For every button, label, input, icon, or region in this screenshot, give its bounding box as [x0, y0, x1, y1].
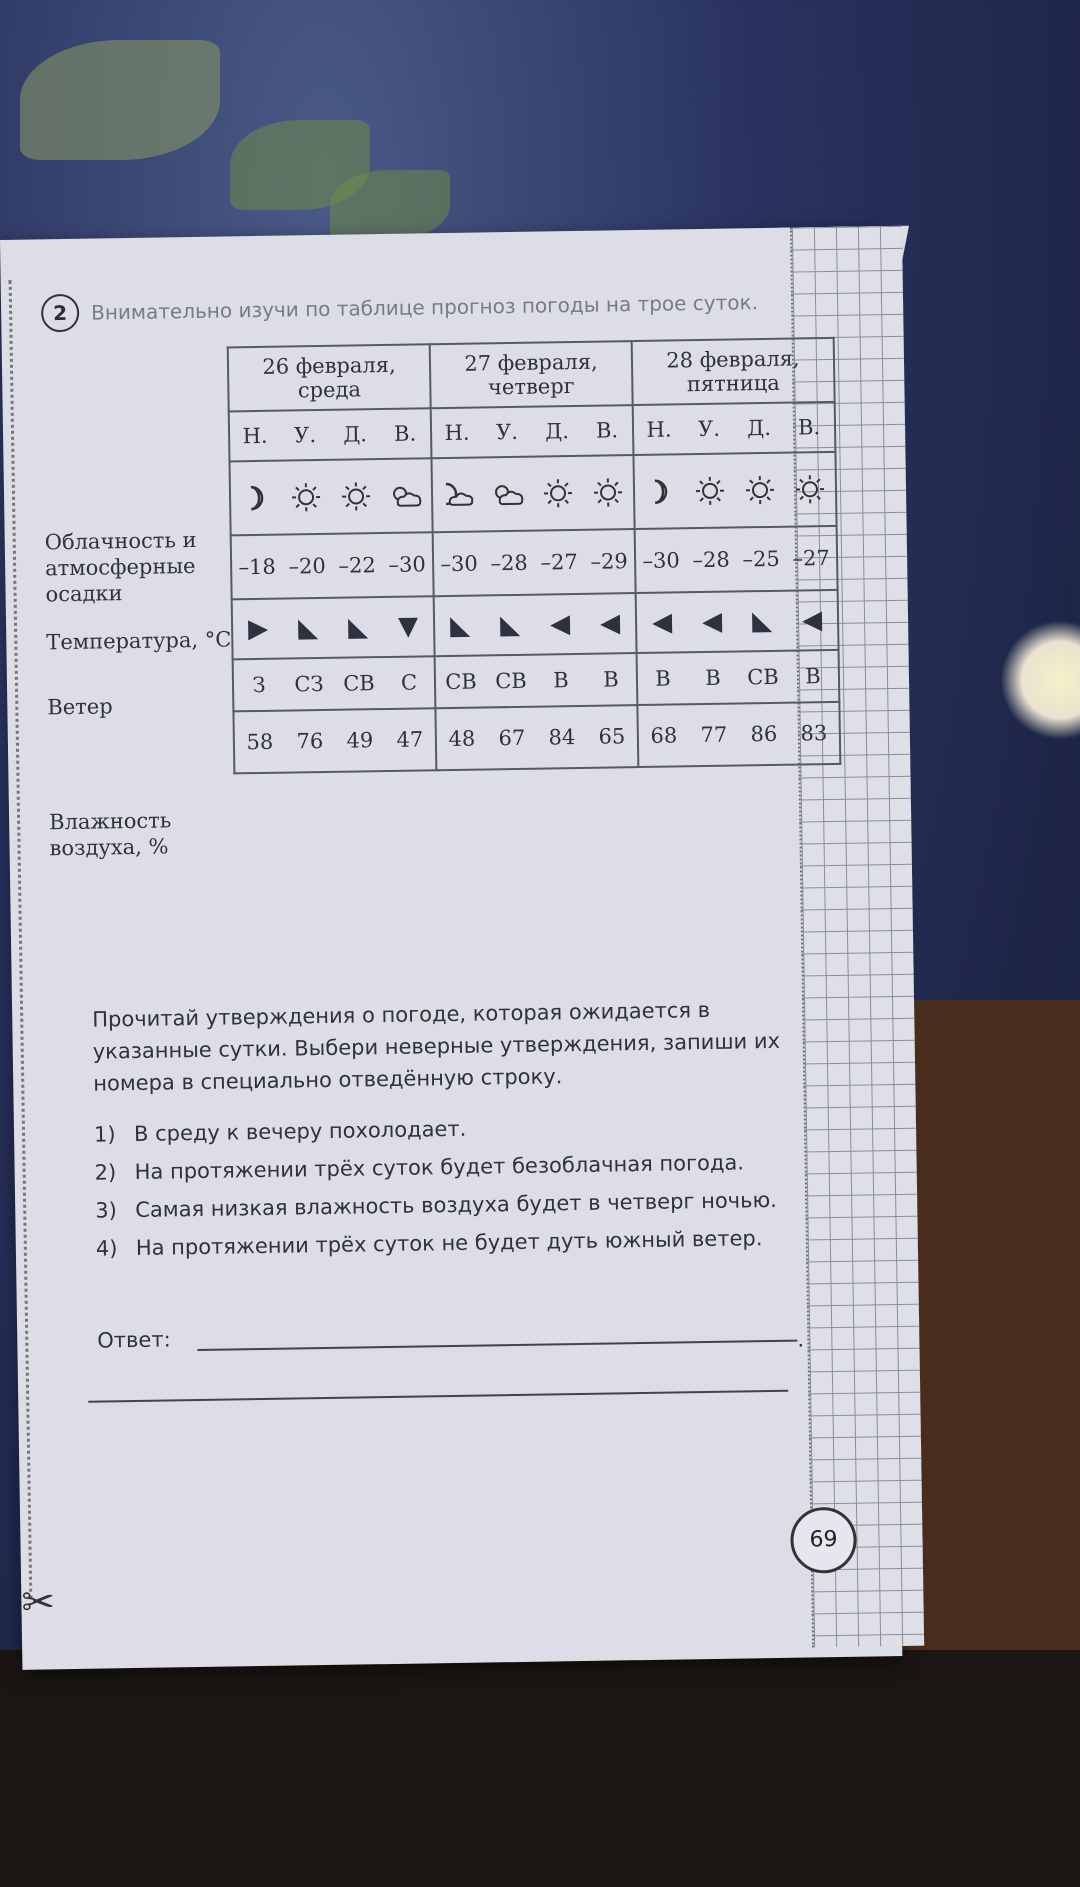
label-temperature: Температура, °С	[46, 627, 232, 655]
humidity-value: 84	[548, 725, 576, 750]
sun-icon	[735, 475, 785, 506]
humidity-value: 77	[700, 722, 728, 748]
wind-direction: СЗ	[294, 671, 324, 697]
cloud-moon-icon	[433, 479, 483, 510]
wind-direction: С	[400, 670, 418, 695]
sun-icon	[331, 481, 381, 512]
temp-value: –27	[792, 546, 830, 571]
humidity-value: 76	[296, 728, 324, 754]
period: Д.	[343, 422, 368, 447]
label-humidity: Влажность воздуха, %	[48, 808, 172, 861]
statement-text: В среду к вечеру похолодает.	[133, 1116, 467, 1147]
task-header	[41, 282, 801, 326]
wind-arrow-row	[232, 590, 839, 660]
workbook-page	[0, 226, 902, 1670]
day-header: 26 февраля, среда	[228, 344, 431, 411]
period: Н.	[444, 420, 470, 446]
wind-direction: СВ	[343, 671, 375, 696]
period: Д.	[545, 419, 570, 444]
statement-number: 1)	[93, 1122, 116, 1147]
wind-arrow-icon: ◀	[701, 606, 723, 638]
wind-direction: В	[805, 664, 821, 689]
temp-value: –22	[338, 553, 376, 578]
temperature-row	[231, 526, 838, 600]
period: В.	[393, 421, 417, 446]
label-clouds: Облачность и атмосферные осадки	[44, 527, 197, 607]
statement-text: На протяжении трёх суток будет безоблачная погода.	[134, 1150, 745, 1184]
cloud-cells	[433, 477, 633, 510]
temp-value: –28	[490, 550, 528, 576]
wind-arrow-icon: ◀	[599, 608, 621, 639]
period: У.	[293, 423, 317, 448]
wind-arrow-icon: ◀	[801, 605, 823, 636]
wind-arrow-icon: ▼	[397, 611, 419, 642]
temp-value: –20	[288, 553, 326, 579]
wind-direction: В	[705, 665, 721, 690]
answer-line-2[interactable]	[88, 1390, 788, 1403]
background-flower	[1000, 620, 1080, 740]
moon-icon	[635, 476, 685, 507]
sun-icon	[533, 478, 583, 509]
day-header: 27 февраля, четверг	[430, 341, 633, 408]
period: В.	[797, 415, 821, 440]
humidity-value: 83	[800, 721, 828, 746]
statement-number: 4)	[95, 1236, 118, 1261]
list-item	[94, 1107, 804, 1150]
statement-number: 3)	[95, 1198, 118, 1223]
period: Д.	[746, 415, 772, 441]
clouds-row	[230, 452, 837, 536]
wind-direction: В	[553, 668, 569, 693]
temp-value: –28	[692, 547, 730, 573]
answer-label: Ответ:	[97, 1327, 171, 1353]
wind-arrow-icon: ◀	[549, 609, 571, 640]
humidity-value: 67	[498, 725, 526, 751]
temp-value: –25	[742, 546, 780, 572]
statement-number: 2)	[94, 1160, 117, 1185]
label-wind: Ветер	[47, 694, 113, 720]
background-wood	[900, 1000, 1080, 1700]
wind-arrow-icon: ◣	[751, 605, 773, 637]
wind-arrow-icon: ◣	[297, 613, 319, 644]
sun-icon	[583, 477, 633, 508]
perforation-line	[9, 280, 35, 1600]
list-item	[94, 1145, 804, 1188]
temp-value: –18	[238, 554, 276, 580]
weather-table	[227, 337, 842, 774]
cloud-sun-icon	[483, 479, 533, 510]
humidity-value: 68	[650, 723, 678, 748]
background-leaf	[20, 40, 220, 160]
temp-value: –30	[642, 548, 680, 573]
table-header-row	[228, 338, 835, 412]
statement-text: Самая низкая влажность воздуха будет в четверг ночью.	[135, 1187, 778, 1222]
wind-direction: СВ	[747, 664, 779, 690]
task-number: 2	[41, 294, 80, 333]
humidity-value: 49	[346, 728, 374, 753]
sun-icon	[685, 475, 735, 506]
answer-section	[97, 1318, 805, 1353]
humidity-value: 86	[750, 721, 778, 747]
humidity-value: 65	[598, 724, 626, 749]
period: В.	[595, 418, 619, 443]
sun-icon	[281, 482, 331, 513]
wind-arrow-icon: ◣	[347, 612, 369, 643]
wind-direction: В	[603, 667, 619, 692]
temp-value: –30	[388, 552, 426, 577]
temp-value: –27	[540, 549, 578, 575]
cloud-cells	[231, 480, 431, 513]
answer-line[interactable]	[197, 1340, 797, 1351]
humidity-value: 58	[246, 729, 274, 755]
scissors-icon: ✂	[21, 1579, 56, 1626]
period: У.	[495, 419, 519, 445]
answer-end: .	[797, 1327, 805, 1352]
wind-direction-row	[233, 650, 840, 712]
statement-text: На протяжении трёх суток не будет дуть южный ветер.	[135, 1226, 763, 1260]
wind-arrow-icon: ▶	[247, 613, 269, 645]
row-labels	[44, 526, 235, 861]
background-leaf	[330, 170, 450, 240]
wind-arrow-icon: ◣	[449, 610, 471, 641]
wind-direction: СВ	[495, 668, 527, 694]
temp-value: –30	[440, 551, 478, 577]
humidity-value: 48	[448, 726, 476, 752]
period: Н.	[646, 417, 672, 442]
period: Н.	[242, 423, 268, 449]
temp-value: –29	[590, 549, 628, 574]
list-item	[95, 1183, 805, 1226]
humidity-row	[233, 702, 840, 774]
period: У.	[697, 416, 721, 442]
day-header: 28 февраля, пятница	[632, 338, 835, 405]
moon-icon	[231, 483, 281, 514]
statements-list	[94, 1107, 806, 1270]
wind-arrow-icon: ◣	[499, 609, 521, 641]
humidity-value: 47	[396, 727, 424, 752]
cloud-sun-icon	[381, 480, 431, 511]
wind-direction: В	[655, 666, 671, 691]
wind-arrow-icon: ◀	[651, 607, 673, 638]
list-item	[96, 1221, 806, 1264]
instruction-text: Прочитай утверждения о погоде, которая ожидается в указанные сутки. Выбери неверные утверждения, запиши их номера в специально отведённую строку.	[92, 997, 781, 1096]
task-instruction: Внимательно изучи по таблице прогноз погоды на трое суток.	[90, 290, 759, 325]
wind-direction: З	[252, 672, 266, 698]
background-table	[0, 1650, 1080, 1887]
cloud-cells	[635, 474, 835, 507]
wind-direction: СВ	[445, 669, 477, 695]
page-number: 69	[790, 1507, 857, 1574]
sun-icon	[785, 474, 835, 505]
